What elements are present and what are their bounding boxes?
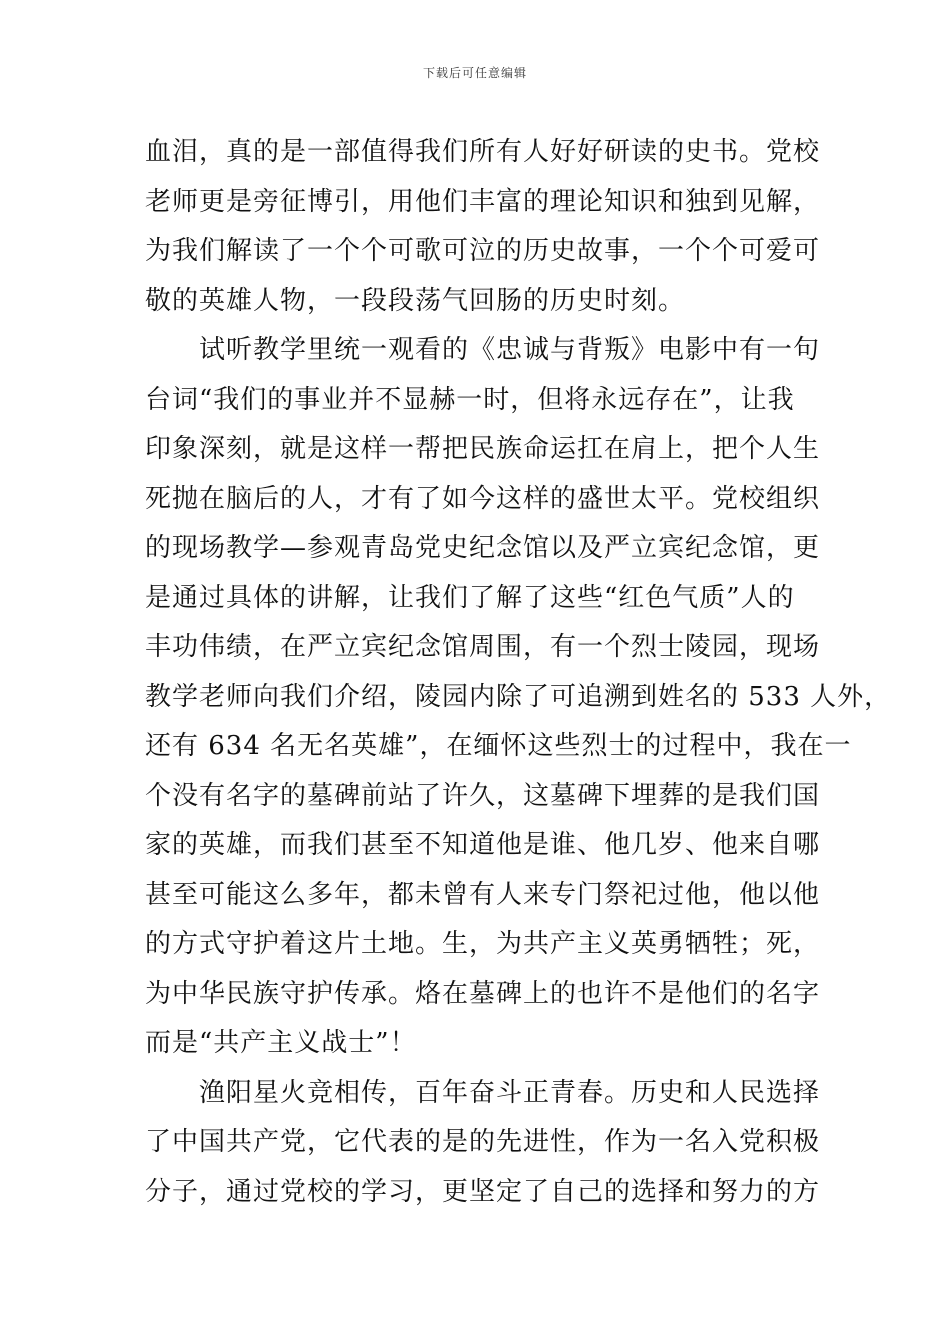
text-line: 为我们解读了一个个可歌可泣的历史故事，一个个可爱可 <box>145 236 821 266</box>
text-line: 个没有名字的墓碑前站了许久，这墓碑下埋葬的是我们国 <box>145 780 821 811</box>
text-line: 敬的英雄人物，一段段荡气回肠的历史时刻。 <box>145 285 686 316</box>
text-line: 教学老师向我们介绍，陵园内除了可追溯到姓名的 533 人外， <box>145 681 892 712</box>
text-line: 渔阳星火竞相传，百年奋斗正青春。历史和人民选择 <box>199 1077 821 1108</box>
document-body <box>145 128 892 1217</box>
text-line: 血泪，真的是一部值得我们所有人好好研读的史书。党校 <box>145 137 821 167</box>
paragraph <box>145 326 892 1069</box>
text-line: 试听教学里统一观看的《忠诚与背叛》电影中有一句 <box>199 335 821 365</box>
text-line: 了中国共产党，它代表的是的先进性，作为一名入党积极 <box>145 1127 821 1157</box>
paragraph <box>145 128 845 326</box>
text-line: 死抛在脑后的人，才有了如今这样的盛世太平。党校组织 <box>145 483 821 514</box>
text-line: 为中华民族守护传承。烙在墓碑上的也许不是他们的名字 <box>145 978 821 1009</box>
text-line: 是通过具体的讲解，让我们了解了这些“红色气质”人的 <box>145 582 795 613</box>
text-line: 甚至可能这么多年，都未曾有人来专门祭祀过他，他以他 <box>145 879 821 910</box>
text-line: 台词“我们的事业并不显赫一时，但将永远存在”，让我 <box>145 384 795 415</box>
text-line: 而是“共产主义战士”！ <box>145 1028 417 1058</box>
text-line: 的方式守护着这片土地。生，为共产主义英勇牺牲；死， <box>145 929 821 959</box>
text-line: 的现场教学—参观青岛党史纪念馆以及严立宾纪念馆，更 <box>145 533 821 563</box>
text-line: 分子，通过党校的学习，更坚定了自己的选择和努力的方 <box>145 1176 821 1207</box>
text-line: 家的英雄，而我们甚至不知道他是谁、他几岁、他来自哪 <box>145 830 821 860</box>
paragraph <box>145 1069 845 1218</box>
page-header: 下载后可任意编辑 <box>422 66 527 80</box>
text-line: 丰功伟绩，在严立宾纪念馆周围，有一个烈士陵园，现场 <box>145 632 821 662</box>
text-line: 老师更是旁征博引，用他们丰富的理论知识和独到见解， <box>145 186 821 217</box>
text-line: 印象深刻，就是这样一帮把民族命运扛在肩上，把个人生 <box>145 434 821 464</box>
text-line: 还有 634 名无名英雄”，在缅怀这些烈士的过程中，我在一 <box>145 731 852 761</box>
